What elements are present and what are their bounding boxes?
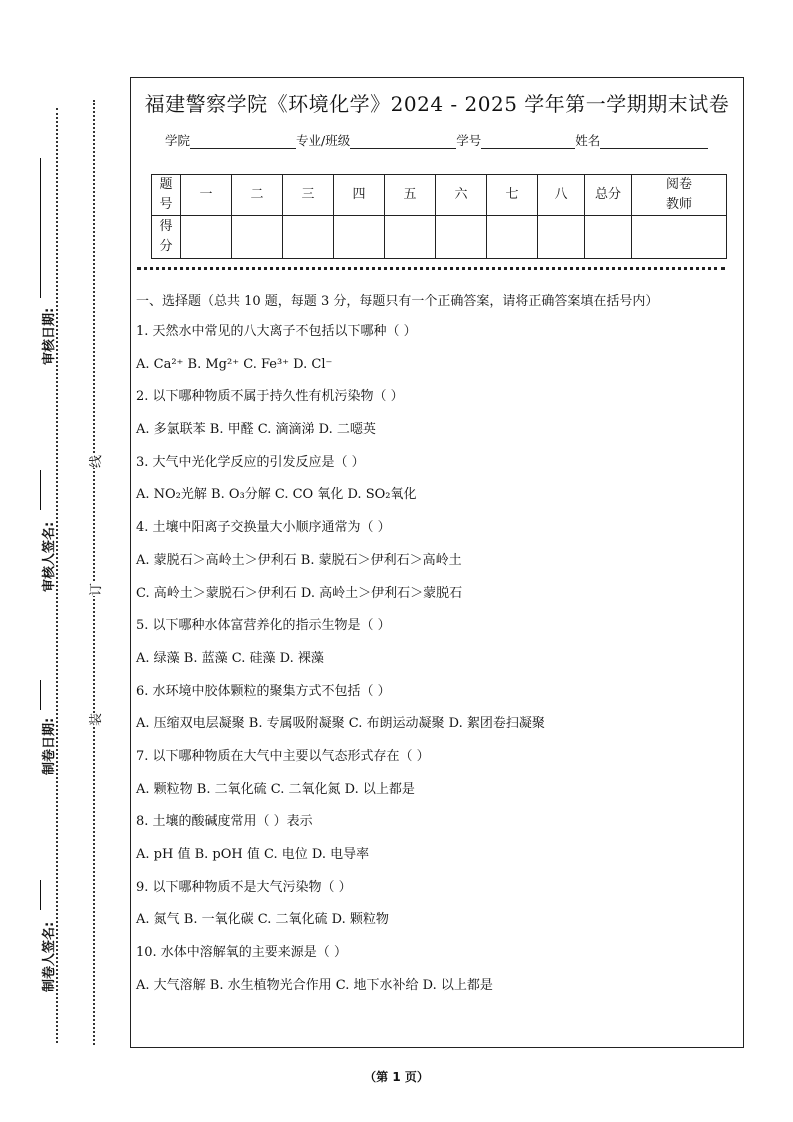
question-line: 1. 天然水中常见的八大离子不包括以下哪种（ ）	[136, 324, 417, 339]
question-line: 5. 以下哪种水体富营养化的指示生物是（ ）	[136, 618, 391, 634]
maker-date-line	[40, 680, 41, 710]
student-id-field[interactable]	[481, 134, 575, 149]
outer-dotted-line	[56, 108, 58, 1043]
score-cell[interactable]	[283, 216, 334, 259]
name-label: 姓名	[575, 133, 601, 148]
name-field[interactable]	[600, 134, 708, 149]
score-cell[interactable]	[436, 216, 487, 259]
row-label-question: 题 号	[152, 175, 181, 216]
col-header: 四	[334, 175, 385, 216]
options-line: A. 绿藻 B. 蓝藻 C. 硅藻 D. 裸藻	[136, 650, 324, 666]
reviewer-date-line	[40, 158, 41, 298]
score-cell[interactable]	[538, 216, 585, 259]
options-line: A. 蒙脱石＞高岭土＞伊利石 B. 蒙脱石＞伊利石＞高岭土	[136, 552, 462, 568]
grader-cell[interactable]	[632, 216, 727, 259]
score-cell[interactable]	[181, 216, 232, 259]
options-line: A. 颗粒物 B. 二氧化硫 C. 二氧化氮 D. 以上都是	[136, 781, 415, 797]
gutter-word-bind: 订	[83, 583, 106, 596]
col-header: 六	[436, 175, 487, 216]
question-line: 10. 水体中溶解氧的主要来源是（ ）	[136, 945, 347, 961]
options-line: A. 氮气 B. 一氧化碳 C. 二氧化硫 D. 颗粒物	[136, 912, 389, 928]
student-info-row	[165, 131, 708, 149]
section-multiple-choice	[136, 291, 736, 1007]
question-line: 6. 水环境中胶体颗粒的聚集方式不包括（ ）	[136, 683, 391, 699]
question-line: 8. 土壤的酸碱度常用（ ）表示	[136, 814, 313, 830]
options-line: A. Ca²⁺ B. Mg²⁺ C. Fe³⁺ D. Cl⁻	[136, 356, 333, 372]
score-cell[interactable]	[385, 216, 436, 259]
section-intro: 一、选择题（总共 10 题，每题 3 分，每题只有一个正确答案，请将正确答案填在括号内）	[136, 294, 659, 309]
reviewer-date-label: 审核日期:	[42, 307, 57, 365]
options-line: A. 压缩双电层凝聚 B. 专属吸附凝聚 C. 布朗运动凝聚 D. 絮团卷扫凝聚	[136, 716, 545, 732]
score-table	[151, 174, 727, 259]
col-header-grader: 阅卷 教师	[632, 175, 727, 216]
major-class-field[interactable]	[350, 134, 456, 149]
reviewer-sign-line	[40, 470, 41, 510]
score-cell[interactable]	[334, 216, 385, 259]
question-line: 2. 以下哪种物质不属于持久性有机污染物（ ）	[136, 389, 404, 405]
col-header: 八	[538, 175, 585, 216]
question-line: 9. 以下哪种物质不是大气污染物（ ）	[136, 879, 352, 895]
page-number: （第 1 页）	[364, 1070, 429, 1084]
question-line: 4. 土壤中阳离子交换量大小顺序通常为（ ）	[136, 520, 391, 536]
gutter-word-fix: 装	[83, 713, 106, 726]
inner-dotted-line	[93, 100, 95, 1045]
col-header-total: 总分	[585, 175, 632, 216]
section-separator	[137, 267, 725, 270]
gutter-word-line: 线	[83, 455, 106, 468]
options-line: C. 高岭土＞蒙脱石＞伊利石 D. 高岭土＞伊利石＞蒙脱石	[136, 585, 463, 601]
major-class-label: 专业/班级	[296, 133, 351, 148]
college-label: 学院	[165, 133, 191, 148]
exam-frame	[130, 77, 744, 1048]
question-line: 3. 大气中光化学反应的引发反应是（ ）	[136, 454, 365, 470]
col-header: 五	[385, 175, 436, 216]
student-id-label: 学号	[456, 133, 482, 148]
college-field[interactable]	[190, 134, 296, 149]
maker-date-label: 制卷日期:	[42, 717, 57, 775]
score-cell-total[interactable]	[585, 216, 632, 259]
exam-title: 福建警察学院《环境化学》2024 - 2025 学年第一学期期末试卷	[144, 92, 730, 116]
maker-sign-label: 制卷人签名:	[42, 921, 57, 992]
col-header: 一	[181, 175, 232, 216]
options-line: A. NO₂光解 B. O₃分解 C. CO 氧化 D. SO₂氧化	[136, 487, 417, 503]
score-cell[interactable]	[232, 216, 283, 259]
col-header: 二	[232, 175, 283, 216]
options-line: A. 多氯联苯 B. 甲醛 C. 滴滴涕 D. 二噁英	[136, 422, 376, 438]
col-header: 三	[283, 175, 334, 216]
reviewer-sign-label: 审核人签名:	[42, 521, 57, 592]
row-label-score: 得 分	[152, 216, 181, 259]
col-header: 七	[487, 175, 538, 216]
maker-sign-line	[40, 880, 41, 910]
score-cell[interactable]	[487, 216, 538, 259]
options-line: A. pH 值 B. pOH 值 C. 电位 D. 电导率	[136, 847, 370, 862]
question-line: 7. 以下哪种物质在大气中主要以气态形式存在（ ）	[136, 748, 430, 764]
options-line: A. 大气溶解 B. 水生植物光合作用 C. 地下水补给 D. 以上都是	[136, 977, 493, 993]
